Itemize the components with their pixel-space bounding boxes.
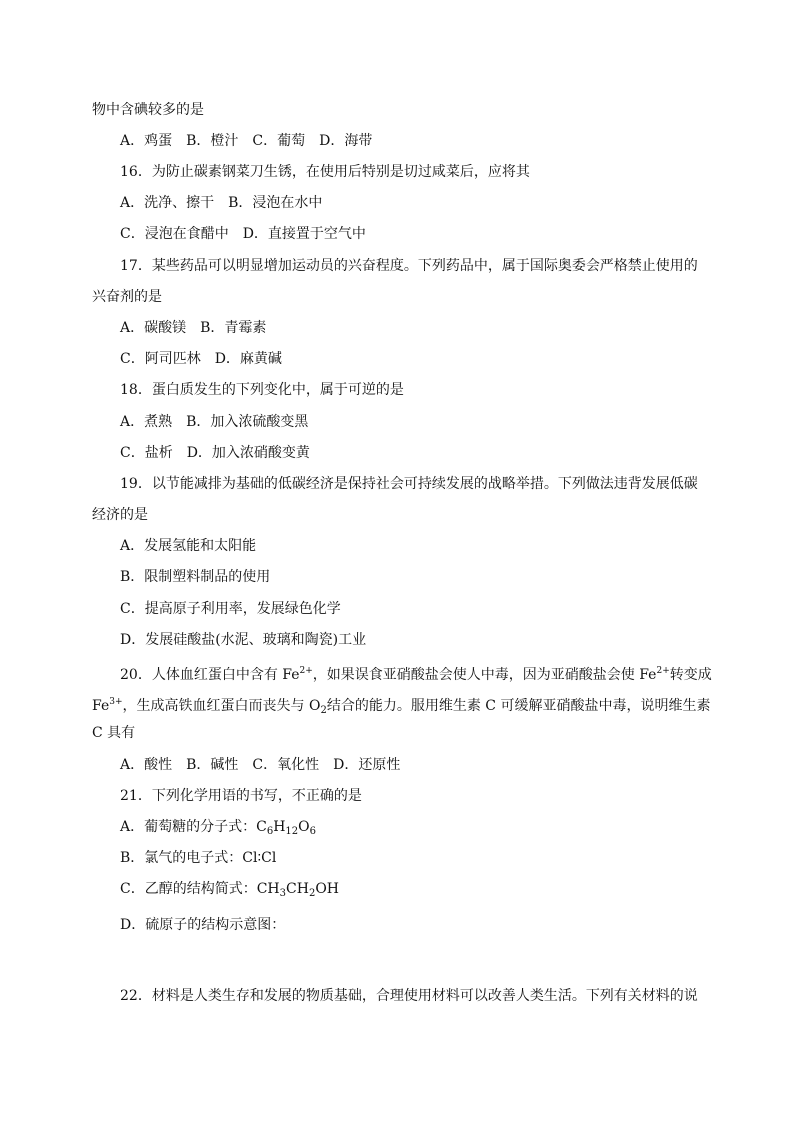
- q20-text: ，如果误食亚硝酸盐会使人中毒，因为亚硝酸盐会使 Fe: [312, 667, 657, 683]
- q19-option-b: B．限制塑料制品的使用: [120, 569, 271, 585]
- q21-text: C．乙醇的结构简式：CH: [120, 881, 280, 897]
- q21-stem: 21．下列化学用语的书写，不正确的是: [120, 788, 362, 804]
- q22-stem: 22．材料是人类生存和发展的物质基础，合理使用材料可以改善人类生活。下列有关材料的说: [120, 988, 698, 1004]
- q21-option-c: [120, 879, 339, 904]
- q20-text: Fe: [92, 698, 110, 714]
- q19-stem-line1: 19．以节能减排为基础的低碳经济是保持社会可持续发展的战略举措。下列做法违背发展低碳: [120, 476, 698, 492]
- q21-option-d: D．硫原子的结构示意图：: [120, 917, 286, 933]
- q16-stem: 16．为防止碳素钢菜刀生锈，在使用后特别是切过咸菜后，应将其: [120, 164, 530, 180]
- q19-stem-line2: 经济的是: [92, 507, 148, 523]
- q17-stem-line2: 兴奋剂的是: [92, 289, 162, 305]
- q20-text: 结合的能力。服用维生素 C 可缓解亚硝酸盐中毒，说明维生素: [326, 698, 711, 714]
- q15-options: A．鸡蛋 B．橙汁 C．葡萄 D．海带: [120, 133, 373, 149]
- q17-options-ab: A．碳酸镁 B．青霉素: [120, 320, 267, 336]
- q20-options: A．酸性 B．碱性 C．氧化性 D．还原性: [120, 757, 401, 773]
- q20-superscript: 3+: [109, 697, 123, 707]
- q21-subscript: 2: [308, 888, 316, 899]
- q19-option-d: D．发展硅酸盐(水泥、玻璃和陶瓷)工业: [120, 632, 367, 648]
- q17-options-cd: C．阿司匹林 D．麻黄碱: [120, 351, 282, 367]
- q21-subscript: 12: [285, 826, 299, 837]
- q15-stem-tail: 物中含碘较多的是: [92, 102, 204, 118]
- q20-text: 20．人体血红蛋白中含有 Fe: [120, 667, 300, 683]
- q18-options-ab: A．煮熟 B．加入浓硫酸变黑: [120, 414, 309, 430]
- q20-subscript: 2: [320, 705, 327, 716]
- q20-text: ，生成高铁血红蛋白而丧失与 O: [122, 698, 321, 714]
- q21-text: A．葡萄糖的分子式：C: [120, 819, 267, 835]
- q21-text: O: [298, 819, 310, 835]
- q20-text: 转变成: [669, 667, 712, 683]
- q20-stem-line2: [92, 692, 710, 721]
- q17-stem-line1: 17．某些药品可以明显增加运动员的兴奋程度。下列药品中，属于国际奥委会严格禁止使用的: [120, 258, 698, 274]
- q21-subscript: 6: [266, 826, 274, 837]
- q21-text: CH: [286, 881, 309, 897]
- q16-options-cd: C．浸泡在食醋中 D．直接置于空气中: [120, 226, 366, 242]
- q20-stem-line1: [120, 661, 712, 685]
- q20-stem-line3: C 具有: [92, 725, 136, 741]
- q19-option-c: C．提高原子利用率，发展绿色化学: [120, 601, 341, 617]
- q18-options-cd: C．盐析 D．加入浓硝酸变黄: [120, 445, 310, 461]
- q21-option-b: B．氯气的电子式：Cl∶Cl: [120, 850, 277, 866]
- q16-options-ab: A．洗净、擦干 B．浸泡在水中: [120, 195, 323, 211]
- q21-subscript: 6: [309, 826, 317, 837]
- q21-text: H: [273, 819, 286, 835]
- q21-text: OH: [315, 881, 339, 897]
- q21-option-a: [120, 817, 316, 842]
- q20-superscript: 2+: [656, 666, 670, 676]
- q18-stem: 18．蛋白质发生的下列变化中，属于可逆的是: [120, 382, 404, 398]
- q19-option-a: A．发展氢能和太阳能: [120, 538, 257, 554]
- q21-subscript: 3: [279, 888, 287, 899]
- q20-superscript: 2+: [299, 666, 313, 676]
